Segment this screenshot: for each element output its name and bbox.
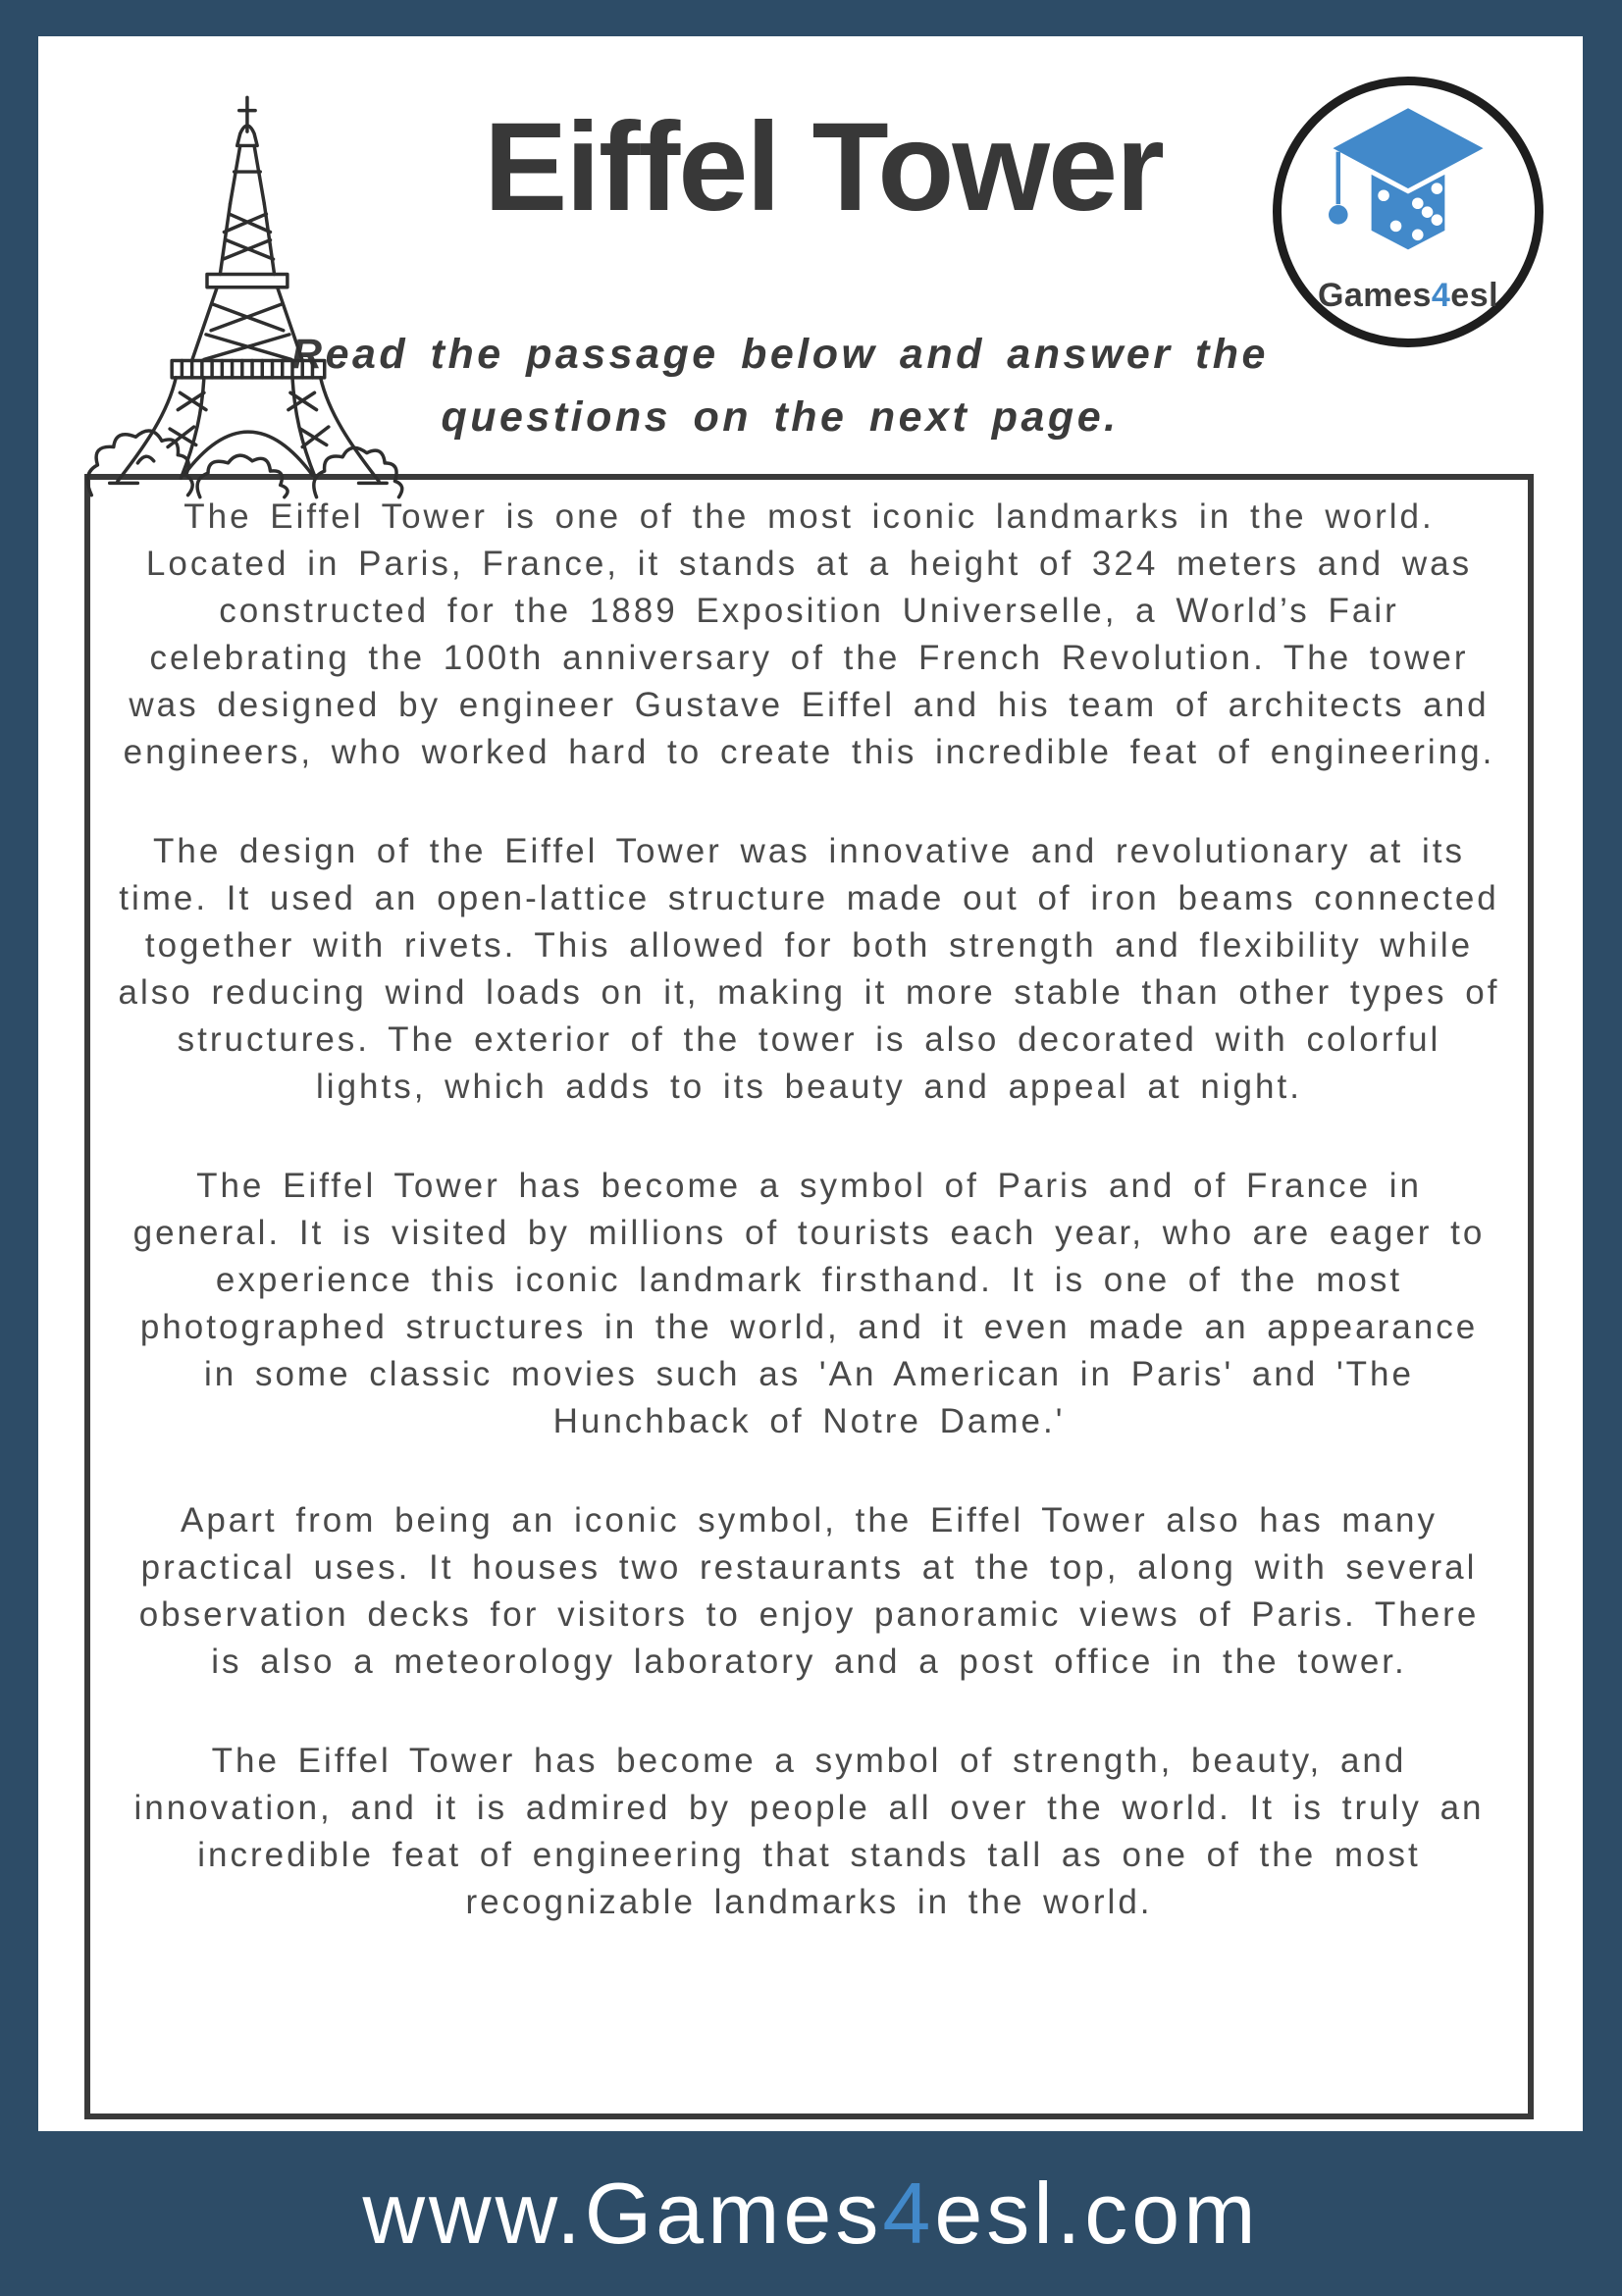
footer-bar — [0, 2131, 1622, 2296]
footer-url — [362, 2164, 1259, 2264]
instruction-line-2: questions on the next page. — [441, 393, 1120, 441]
passage-box — [84, 474, 1534, 2119]
worksheet-page — [38, 36, 1583, 2131]
footer-url-4: 4 — [882, 2165, 935, 2262]
bush-center — [197, 455, 288, 497]
games4esl-logo — [1273, 77, 1544, 347]
logo-text-4: 4 — [1431, 277, 1451, 314]
eiffel-tower-icon — [79, 91, 421, 503]
mortarboard-cap — [1333, 108, 1483, 188]
passage-paragraph-5: The Eiffel Tower has become a symbol of strength, beauty, and innovation, and it is admired by people all over the world. It is truly an incredible feat of engineering that stands tall as one of the most recognizable landmarks in the world. — [133, 1742, 1485, 1921]
passage-paragraph-3: The Eiffel Tower has become a symbol of Paris and of France in general. It is visited by millions of tourists each year, who are eager to experience this iconic landmark firsthand. It is one of the most photographed structures in the world, and it even made an appearance in some classic movies such as 'An American in Paris' and 'The Hunchback of Notre Dame.' — [132, 1167, 1486, 1440]
footer-url-suffix: esl.com — [934, 2165, 1260, 2262]
passage-paragraph-4: Apart from being an iconic symbol, the Eiffel Tower also has many practical uses. It houses two restaurants at the top, along with several observation decks for visitors to enjoy panoramic views of Paris. There is also a meteorology laboratory and a post office in the tower. — [138, 1501, 1480, 1681]
tassel-end — [1329, 205, 1348, 225]
footer-url-prefix: www.Games — [362, 2165, 883, 2262]
dice-left-face — [1372, 175, 1408, 250]
page-title: Eiffel Tower — [484, 97, 1163, 237]
passage-paragraph-1: The Eiffel Tower is one of the most iconic landmarks in the world. Located in Paris, France, it stands at a height of 324 meters and was constructed for the 1889 Exposition Universelle, a World’s Fair celebrating the 100th anniversary of the French Revolution. The tower was designed by engineer Gustave Eiffel and his team of architects and engineers, who worked hard to create this incredible feat of engineering. — [123, 497, 1495, 771]
logo-wordmark — [1282, 277, 1535, 315]
logo-text-games: Games — [1317, 277, 1432, 314]
graduation-cap-dice-icon — [1321, 101, 1495, 254]
instruction-line-1: Read the passage below and answer the — [291, 331, 1269, 378]
logo-text-esl: esl — [1450, 277, 1499, 314]
passage-paragraph-2: The design of the Eiffel Tower was innovative and revolutionary at its time. It used an open-lattice structure made out of iron beams connected together with rivets. This allowed for both strength and flexibility while also reducing wind loads on it, making it more stable than other types of structures. The exterior of the tower is also decorated with colorful lights, which adds to its beauty and appeal at night. — [118, 832, 1500, 1106]
